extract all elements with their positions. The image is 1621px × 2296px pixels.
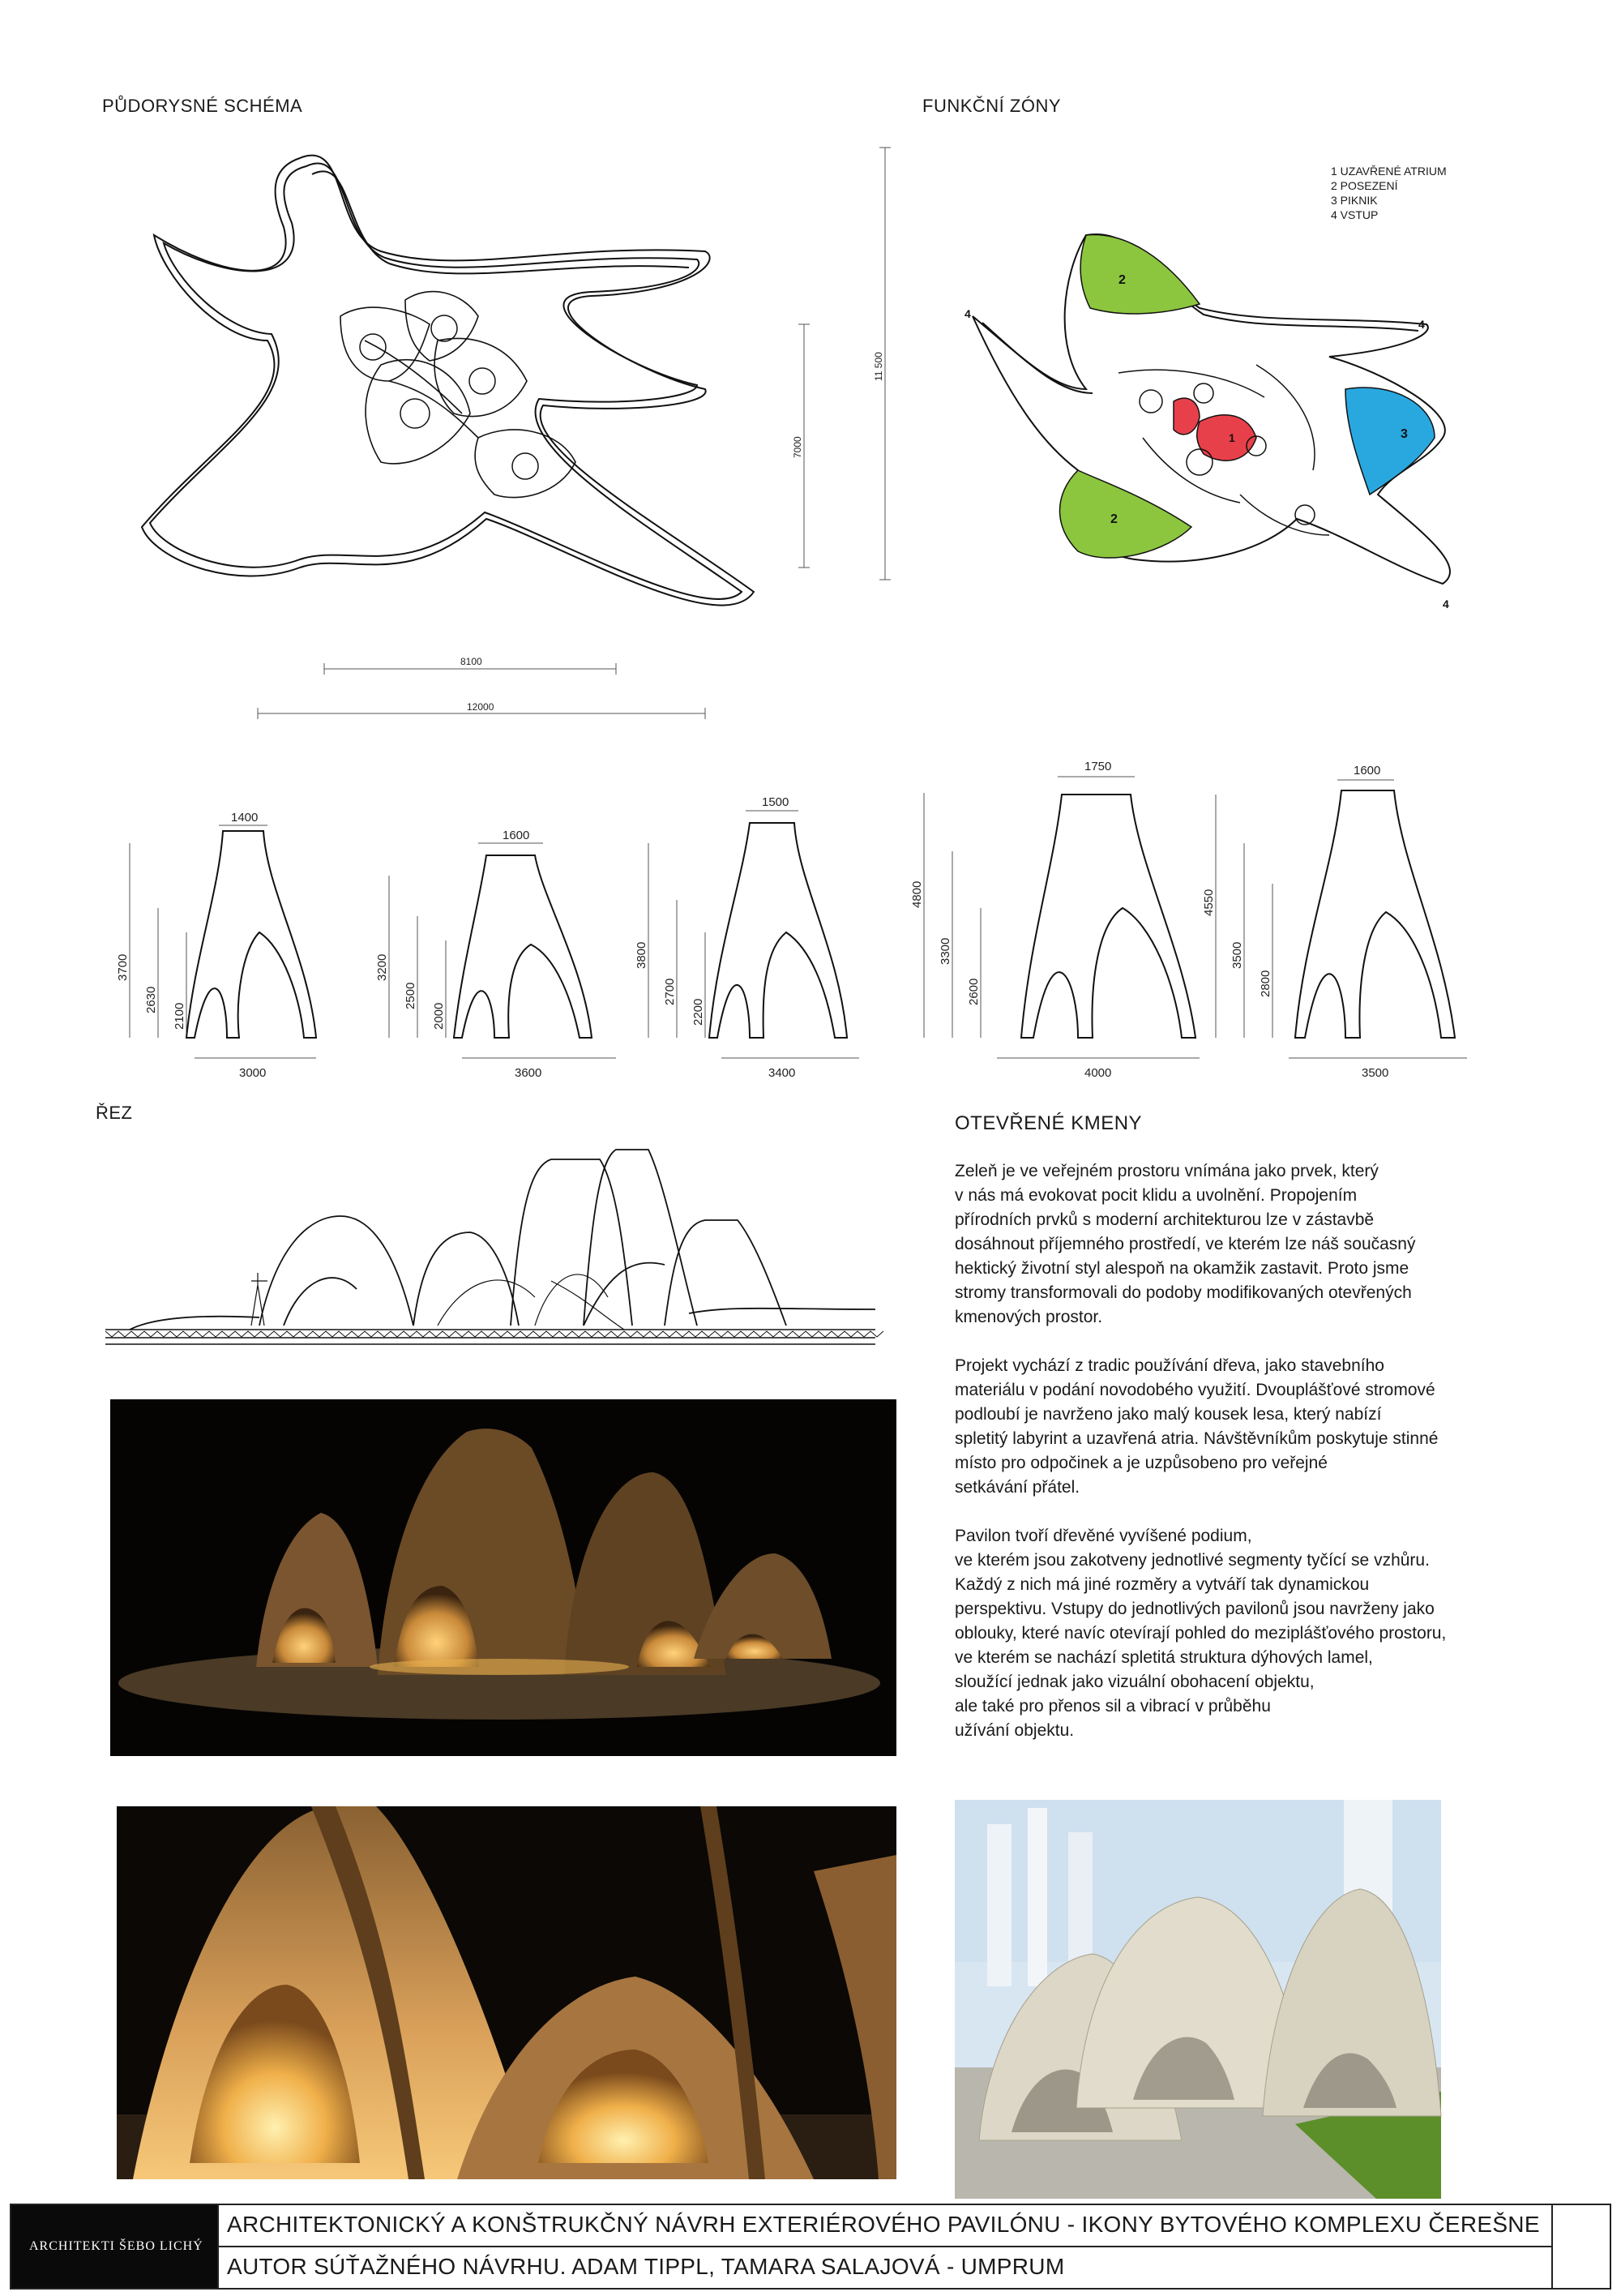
- elev-1-h1: 3700: [116, 953, 130, 981]
- article-title: OTEVŘENÉ KMENY: [955, 1112, 1143, 1134]
- elev-2-base: 3600: [515, 1066, 542, 1080]
- zone-picnic: [1345, 388, 1435, 495]
- elev-2-h2: 2500: [404, 982, 417, 1009]
- elev-5-top: 1600: [1354, 764, 1381, 777]
- elevation-4: [910, 760, 1200, 1080]
- section-drawing: [97, 1135, 892, 1370]
- elev-1-top: 1400: [231, 811, 259, 825]
- elev-3-h3: 2200: [691, 998, 705, 1026]
- elev-4-base: 4000: [1084, 1066, 1112, 1080]
- zones-legend-item: 1 UZAVŘENÉ ATRIUM: [1331, 165, 1447, 178]
- zone-atrium-1: [1197, 415, 1256, 460]
- elevation-5: [1202, 764, 1467, 1080]
- elev-1-h2: 2630: [144, 986, 158, 1013]
- article-paragraph-1: Zeleň je ve veřejném prostoru vnímána jako prvek, který v nás má evokovat pocit klidu a uvolnění. Propojením přírodních prvků s moderní architekturou lze v zástavbě dosáhnout příjemného prostředí, ve kterém lze náš současný hektický životní styl alespoň na okamžik zastavit. Proto jsme stromy transformovali do podoby modifikovaných otevřených kmenových prostor.: [955, 1162, 1416, 1326]
- footer: [10, 2204, 1611, 2290]
- zone-label-4c: 4: [1443, 598, 1449, 610]
- elev-3-h1: 3800: [635, 941, 648, 969]
- elev-3-base: 3400: [768, 1066, 796, 1080]
- zone-label-2a: 2: [1118, 273, 1126, 287]
- zone-label-4a: 4: [964, 307, 971, 320]
- elevations-row: [113, 746, 1475, 1080]
- footer-logo-box: [11, 2205, 219, 2288]
- elev-3-h2: 2700: [663, 978, 677, 1005]
- night-render-wide: [110, 1399, 896, 1756]
- elev-5-h1: 4550: [1202, 889, 1216, 916]
- elev-2-h1: 3200: [375, 953, 389, 981]
- zones-drawing: [956, 227, 1475, 616]
- elev-4-h3: 2600: [967, 978, 981, 1005]
- elev-4-top: 1750: [1084, 760, 1112, 773]
- footer-title: ARCHITEKTONICKÝ A KONŠTRUKČNÝ NÁVRH EXTERIÉROVÉHO PAVILÓNU - IKONY BYTOVÉHO KOMPLEXU ČEREŠNE: [227, 2212, 1540, 2237]
- elev-1-h3: 2100: [173, 1002, 186, 1030]
- zone-seating-top: [1080, 235, 1200, 314]
- zone-label-3: 3: [1401, 427, 1408, 441]
- plan-dim-8100: 8100: [460, 656, 482, 667]
- elevation-2: [375, 829, 616, 1080]
- elev-2-top: 1600: [503, 829, 530, 842]
- plan-drawing: [138, 138, 916, 730]
- article-body: [955, 1159, 1538, 1767]
- elev-4-h1: 4800: [910, 880, 924, 908]
- zones-legend-item: 2 POSEZENÍ: [1331, 179, 1398, 192]
- zones-legend-item: 3 PIKNIK: [1331, 194, 1378, 207]
- elev-4-h2: 3300: [939, 937, 952, 965]
- zone-seating-bottom: [1060, 470, 1192, 558]
- elev-5-base: 3500: [1362, 1066, 1389, 1080]
- elevation-1: [116, 811, 316, 1080]
- article-paragraph-2: Projekt vychází z tradic používání dřeva, jako stavebního materiálu v podání novodobého využití. Dvouplášťové stromové podloubí je navrženo jako malý kousek lesa, který nabízí spletitý labyrint a uzavřená atria. Návštěvníkům poskytuje stinné místo pro odpočinek a je uzpůsobeno pro veřejné setkávání přátel.: [955, 1356, 1439, 1497]
- plan-dim-12000: 12000: [467, 701, 494, 713]
- plan-dim-7000: 7000: [792, 436, 803, 458]
- zones-legend-item: 4 VSTUP: [1331, 208, 1379, 221]
- elevation-3: [635, 795, 859, 1080]
- section-title: ŘEZ: [96, 1103, 133, 1123]
- elev-2-h3: 2000: [432, 1002, 446, 1030]
- elev-5-h2: 3500: [1230, 941, 1244, 969]
- night-render-detail: [117, 1806, 896, 2179]
- plan-dim-11500: 11 500: [873, 352, 884, 381]
- plan-title: PŮDORYSNÉ SCHÉMA: [102, 96, 303, 116]
- zones-title: FUNKČNÍ ZÓNY: [922, 96, 1061, 116]
- zone-atrium-2: [1174, 398, 1200, 435]
- elevations-svg: [113, 746, 1475, 1080]
- elev-3-top: 1500: [762, 795, 789, 809]
- day-render: [955, 1800, 1441, 2199]
- footer-authors: AUTOR SÚŤAŽNÉHO NÁVRHU. ADAM TIPPL, TAMARA SALAJOVÁ - UMPRUM: [227, 2254, 1065, 2279]
- zone-label-2b: 2: [1110, 512, 1118, 526]
- zone-label-4b: 4: [1418, 318, 1425, 331]
- zone-label-1: 1: [1229, 431, 1235, 444]
- zones-legend: [1331, 164, 1447, 222]
- elev-5-h3: 2800: [1259, 970, 1272, 997]
- article-paragraph-3: Pavilon tvoří dřevěné vyvíšené podium, ve kterém jsou zakotveny jednotlivé segmenty tyčící se vzhůru. Každý z nich má jiné rozměry a vytváří tak dynamickou perspektivu. Vstupy do jednotlivých pavilonů jsou navrženy jako oblouky, které navíc otevírají pohled do meziplášťového prostoru, ve kterém se nachází spletitá struktura dýhových lamel, sloužící jednak jako vizuální obohacení objektu, ale také pro přenos sil a vibrací v průběhu užívání objektu.: [955, 1527, 1447, 1740]
- elev-1-base: 3000: [239, 1066, 267, 1080]
- footer-logo: ARCHITEKTI ŠEBO LICHÝ: [29, 2239, 203, 2253]
